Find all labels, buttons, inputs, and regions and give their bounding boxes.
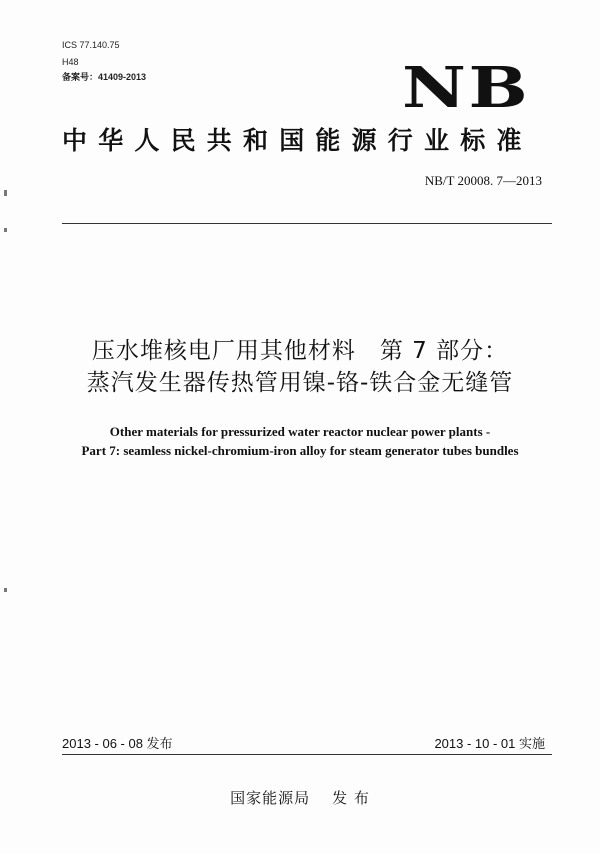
binding-mark	[4, 228, 7, 232]
binding-mark	[4, 190, 7, 196]
publisher-line	[0, 788, 600, 808]
issue-date: 2013 - 06 - 08 发布	[62, 736, 173, 751]
binding-mark	[4, 588, 7, 592]
chinese-title-line-1: 压水堆核电厂用其他材料 第 7 部分：	[91, 338, 509, 364]
english-title-line-1: Other materials for pressurized water reactor nuclear power plants -	[109, 424, 491, 439]
publisher-name: 国家能源局	[230, 789, 311, 807]
english-title-line-2: Part 7: seamless nickel-chromium-iron alloy for steam generator tubes bundles	[81, 443, 519, 458]
filing-number: 备案号：41409-2013	[62, 72, 147, 82]
ics-code: ICS 77.140.75	[62, 40, 120, 50]
national-standard-heading: 中华人民共和国能源行业标准	[62, 126, 533, 155]
standard-number: NB/T 20008. 7—2013	[424, 173, 542, 188]
header-divider	[62, 223, 552, 224]
footer-divider	[62, 754, 552, 755]
nb-logo: NB	[402, 55, 531, 121]
implementation-date: 2013 - 10 - 01 实施	[434, 736, 545, 751]
category-code: H48	[62, 57, 79, 67]
publisher-action: 发 布	[332, 789, 370, 807]
chinese-title-line-2: 蒸汽发生器传热管用镍-铬-铁合金无缝管	[86, 370, 514, 396]
